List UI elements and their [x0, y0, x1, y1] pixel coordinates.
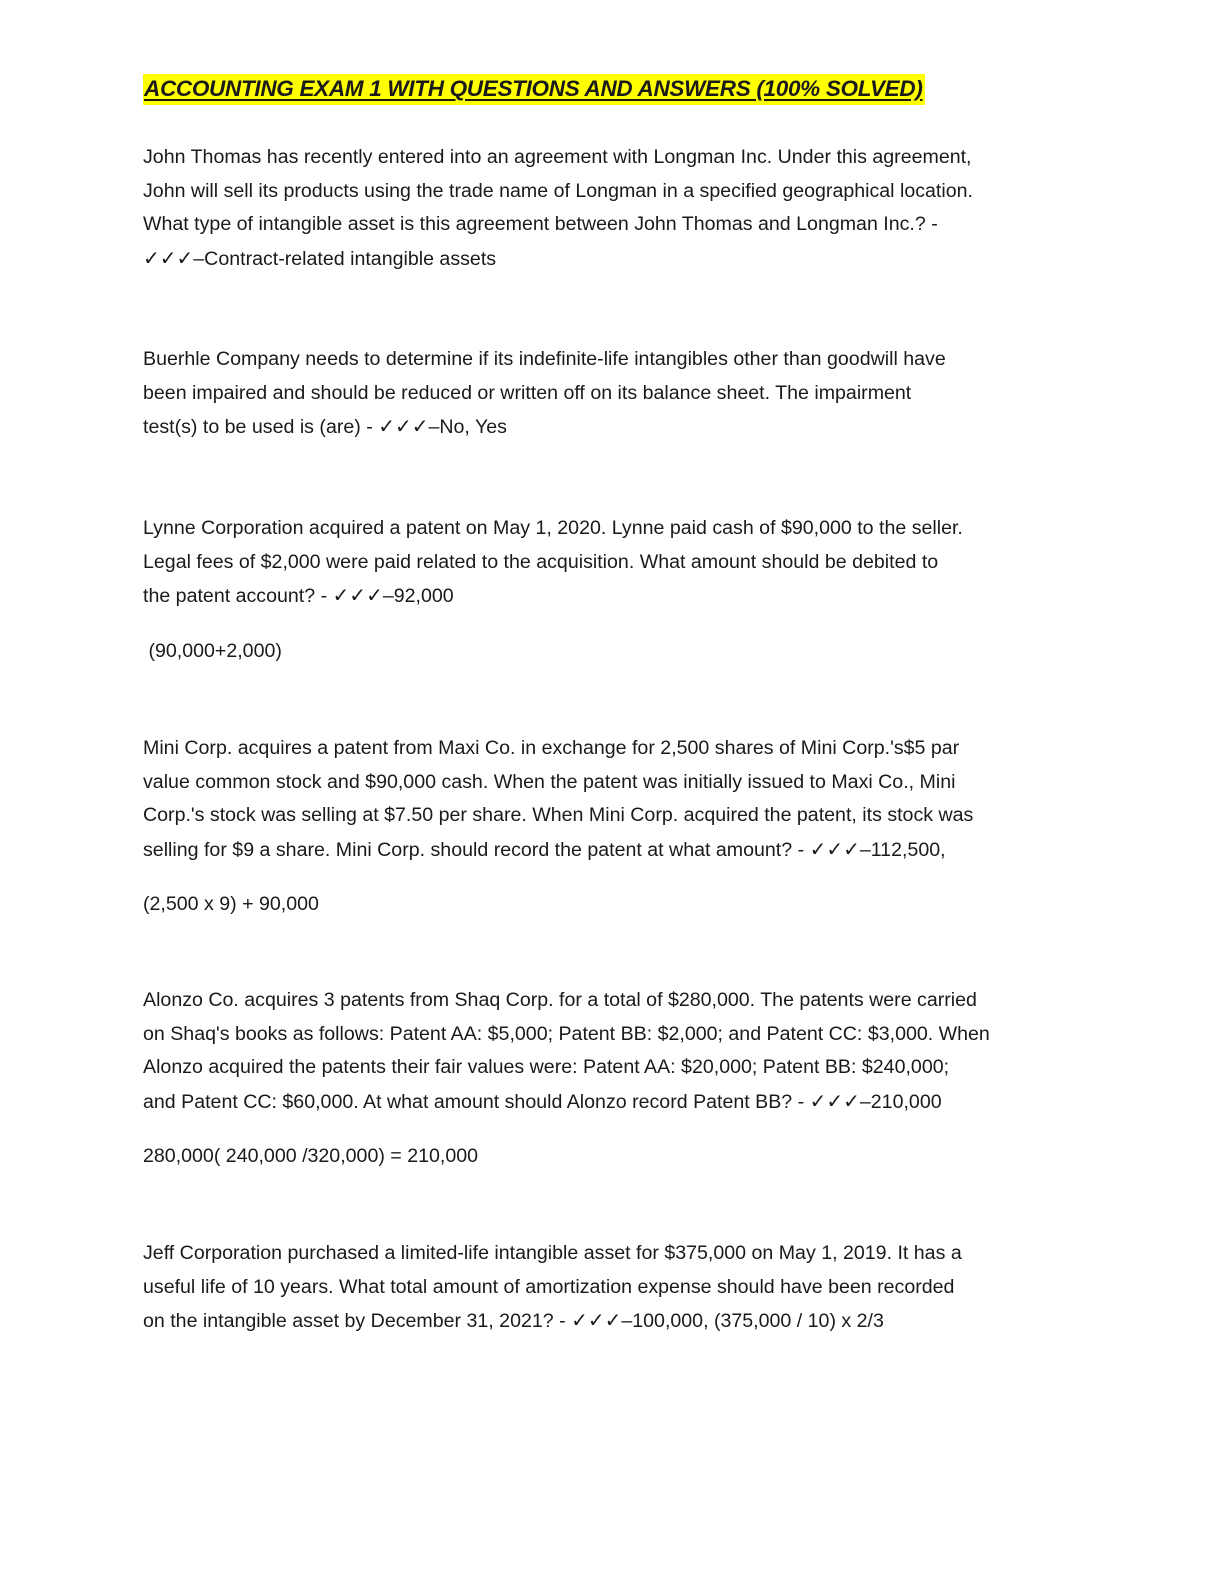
answer-text: –No, Yes — [428, 416, 507, 438]
question-line: John will sell its products using the trade name of Longman in a specified geographical location. — [143, 179, 973, 202]
answer-line — [143, 1085, 1073, 1119]
question-line: Mini Corp. acquires a patent from Maxi Co. in exchange for 2,500 shares of Mini Corp.'s$5 par — [143, 737, 960, 759]
answer-line — [143, 242, 1073, 276]
check-mark-icon: ✓✓✓ — [809, 1088, 860, 1113]
question-line: on Shaq's books as follows: Patent AA: $5,000; Patent BB: $2,000; and Patent CC: $3,000. When — [143, 1022, 990, 1045]
question-line: been impaired and should be reduced or written off on its balance sheet. The impairment — [143, 381, 912, 404]
answer-text: –92,000 — [382, 585, 454, 607]
answer-line — [143, 833, 1073, 867]
calculation-text: (2,500 x 9) + 90,000 — [143, 893, 319, 915]
question-block-3 — [143, 512, 1073, 613]
question-line: Jeff Corporation purchased a limited-life intangible asset for $375,000 on May 1, 2019. It has a — [143, 1242, 962, 1264]
check-mark-icon: ✓✓✓ — [378, 414, 429, 438]
answer-line — [143, 1304, 1073, 1338]
answer-prefix: selling for $9 a share. Mini Corp. should record the patent at what amount? - — [143, 838, 810, 861]
question-block-4 — [143, 732, 1073, 866]
answer-text: –100,000, (375,000 / 10) x 2/3 — [621, 1310, 884, 1332]
answer-prefix: on the intangible asset by December 31, 2021? - — [143, 1310, 572, 1332]
question-line: Buerhle Company needs to determine if its indefinite-life intangibles other than goodwill have — [143, 348, 946, 370]
question-block-2 — [143, 343, 1073, 444]
page-title: ACCOUNTING EXAM 1 WITH QUESTIONS AND ANSWERS (100% SOLVED) — [143, 74, 925, 105]
answer-text: –210,000 — [859, 1090, 942, 1113]
question-line: Legal fees of $2,000 were paid related to the acquisition. What amount should be debited to — [143, 550, 939, 573]
question-line: John Thomas has recently entered into an agreement with Longman Inc. Under this agreement, — [143, 146, 972, 168]
question-line: Alonzo Co. acquires 3 patents from Shaq Corp. for a total of $280,000. The patents were carried — [143, 989, 977, 1011]
answer-prefix: and Patent CC: $60,000. At what amount should Alonzo record Patent BB? - — [143, 1090, 810, 1113]
question-block-6 — [143, 1237, 1073, 1338]
question-line: useful life of 10 years. What total amount of amortization expense should have been recorded — [143, 1275, 955, 1298]
question-block-1 — [143, 141, 1073, 275]
answer-prefix: test(s) to be used is (are) - — [143, 416, 379, 438]
calculation-text: 280,000( 240,000 /320,000) = 210,000 — [143, 1145, 479, 1167]
answer-line — [143, 579, 1073, 613]
question-line: Alonzo acquired the patents their fair values were: Patent AA: $20,000; Patent BB: $240,000; — [143, 1056, 950, 1078]
check-mark-icon: ✓✓✓ — [571, 1308, 622, 1332]
check-mark-icon: ✓✓✓ — [143, 245, 194, 270]
check-mark-icon: ✓✓✓ — [332, 583, 383, 607]
question-line: What type of intangible asset is this agreement between John Thomas and Longman Inc.? - — [143, 213, 938, 235]
question-line: Lynne Corporation acquired a patent on May 1, 2020. Lynne paid cash of $90,000 to the seller. — [143, 517, 963, 539]
answer-text: –Contract-related intangible assets — [193, 247, 497, 270]
check-mark-icon: ✓✓✓ — [809, 836, 860, 861]
answer-prefix: the patent account? - — [143, 585, 333, 607]
question-line: value common stock and $90,000 cash. When the patent was initially issued to Maxi Co., Mini — [143, 770, 956, 793]
question-line: Corp.'s stock was selling at $7.50 per share. When Mini Corp. acquired the patent, its stock was — [143, 804, 974, 826]
calculation-text: (90,000+2,000) — [143, 640, 282, 662]
answer-text: –112,500, — [859, 838, 946, 861]
answer-line — [143, 410, 1073, 444]
question-block-5 — [143, 984, 1073, 1118]
